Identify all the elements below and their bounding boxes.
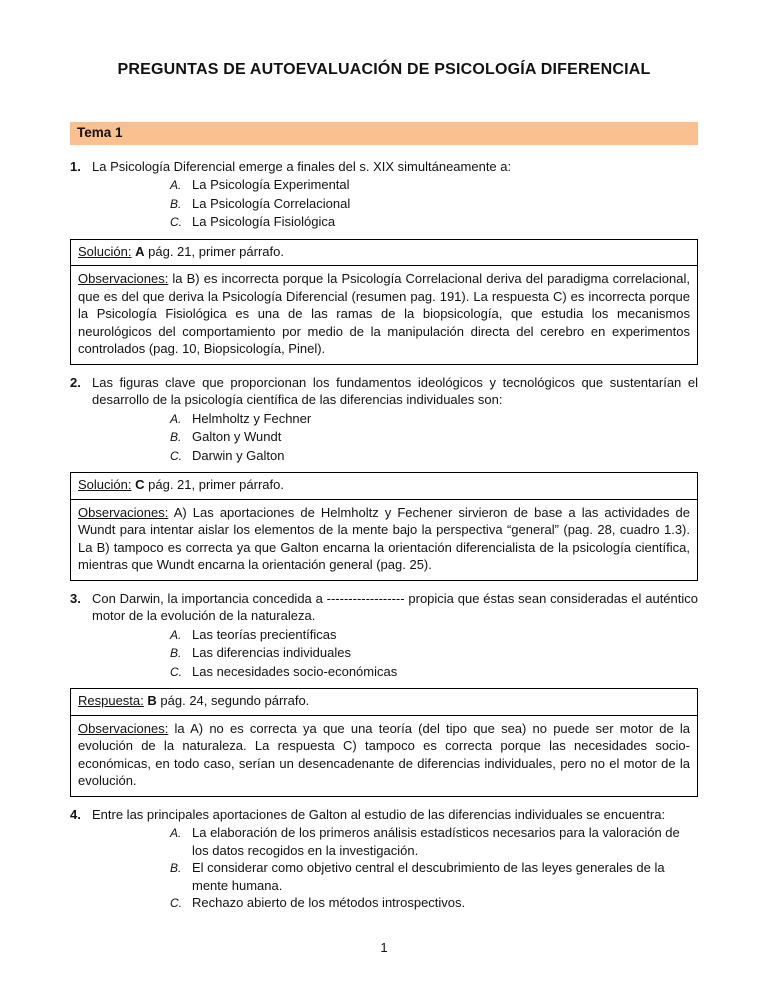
option-row: [170, 644, 698, 663]
option-letter: B.: [170, 861, 182, 875]
option-row: [170, 894, 698, 913]
observations: [71, 266, 697, 364]
option-row: [170, 428, 698, 447]
option-row: [170, 176, 698, 195]
option-text: Rechazo abierto de los métodos introspectivos.: [192, 895, 466, 910]
page-number: 1: [380, 939, 388, 955]
observations: [71, 500, 697, 580]
option-letter: C.: [170, 896, 182, 910]
option-letter: A.: [170, 178, 182, 192]
solution-label: Solución:: [78, 477, 132, 492]
solution-ref: pág. 21, primer párrafo.: [148, 243, 284, 259]
observations-label: Observaciones:: [78, 271, 169, 286]
solution-line: [71, 689, 697, 716]
option-text: Galton y Wundt: [192, 429, 282, 444]
option-text: La Psicología Experimental: [192, 177, 350, 192]
question-3: [70, 590, 698, 682]
option-letter: C.: [170, 215, 182, 229]
option-row: [170, 410, 698, 429]
question-4-options: [170, 824, 698, 913]
solution-label: Respuesta:: [78, 693, 144, 708]
observations-text: la A) no es correcta ya que una teoría (del tipo que sea) no puede ser motor de la evolución de la naturaleza. La respuesta C) tampoco es correcta porque las necesidades socio-económicas, en todo caso, serían un desencadenante de diferencias individuales, pero no el motor de la evolución.: [78, 720, 690, 788]
observations: [71, 716, 697, 796]
solution-answer: A: [135, 243, 145, 259]
option-row: [170, 859, 698, 894]
option-letter: A.: [170, 411, 182, 426]
option-text: El considerar como objetivo central el descubrimiento de las leyes generales de la mente humana.: [192, 860, 665, 893]
option-text: La elaboración de los primeros análisis estadísticos necesarios para la valoración de los datos recogidos en la investigación.: [192, 825, 680, 858]
observations-text: la B) es incorrecta porque la Psicología Correlacional deriva del paradigma correlacional, que es del que deriva la Psicología Diferencial (resumen pag. 191). La respuesta C) es incorrecta porque la Psicología Fisiológica es una de las ramas de la biopsicología, que estudia los mecanismos neurológicos del comportamiento por medio de la manipulación directa del cerebro en experimentos controlados (pag. 10, Biopsicología, Pinel).: [78, 271, 690, 356]
observations-label: Observaciones:: [78, 504, 169, 520]
option-letter: B.: [170, 196, 182, 211]
question-3-options: [170, 626, 698, 682]
solution-ref: pág. 21, primer párrafo.: [148, 477, 284, 492]
answer-box-1: [70, 239, 698, 365]
option-text: La Psicología Fisiológica: [192, 214, 336, 229]
question-text: Con Darwin, la importancia concedida a ------------------ propicia que éstas sean consideradas el auténtico motor de la evolución de la naturaleza.: [92, 590, 698, 623]
option-row: [170, 195, 698, 214]
option-letter: C.: [170, 448, 182, 463]
solution-line: [71, 240, 697, 267]
option-text: Las diferencias individuales: [192, 645, 351, 660]
option-row: [170, 626, 698, 645]
question-1-options: [170, 176, 698, 232]
option-letter: A.: [170, 627, 182, 642]
option-letter: B.: [170, 430, 182, 444]
observations-label: Observaciones:: [78, 720, 169, 736]
solution-ref: pág. 24, segundo párrafo.: [160, 693, 310, 708]
document-title: PREGUNTAS DE AUTOEVALUACIÓN DE PSICOLOGÍA DIFERENCIAL: [117, 61, 651, 78]
solution-label: Solución:: [78, 243, 132, 259]
question-number: 4.: [70, 806, 81, 822]
option-text: Helmholtz y Fechner: [192, 410, 312, 426]
solution-answer: C: [135, 477, 145, 492]
question-number: 1.: [70, 158, 81, 174]
option-letter: C.: [170, 664, 182, 679]
question-text: Entre las principales aportaciones de Galton al estudio de las diferencias individuales se encuentra:: [92, 806, 666, 822]
question-2-options: [170, 410, 698, 466]
option-row: [170, 824, 698, 859]
solution-line: [71, 473, 697, 500]
question-text: Las figuras clave que proporcionan los fundamentos ideológicos y tecnológicos que sustentarían el desarrollo de la psicología científica de las diferencias individuales son:: [92, 374, 698, 407]
option-letter: B.: [170, 646, 182, 660]
solution-answer: B: [147, 693, 157, 708]
question-1: [70, 158, 698, 232]
question-number: 2.: [70, 374, 81, 390]
section-header-tema1: Tema 1: [70, 122, 698, 145]
answer-box-2: [70, 472, 698, 581]
question-2: [70, 374, 698, 466]
option-letter: A.: [170, 826, 182, 840]
answer-box-3: [70, 688, 698, 797]
question-number: 3.: [70, 590, 81, 606]
question-4: [70, 806, 698, 913]
question-text: La Psicología Diferencial emerge a finales del s. XIX simultáneamente a:: [92, 158, 512, 174]
observations-text: A) Las aportaciones de Helmholtz y Fechener sirvieron de base a las actividades de Wundt para intentar aislar los elementos de la mente bajo la perspectiva “general” (pag. 28, cuadro 1.3). La B) tampoco es correcta ya que Galton encarna la orientación diferencialista de la psicología científica, mientras que Wundt encarna la orientación general (pag. 25).: [78, 504, 690, 572]
option-row: [170, 213, 698, 232]
option-text: Las teorías precientíficas: [192, 626, 337, 642]
option-text: Las necesidades socio-económicas: [192, 663, 398, 679]
option-row: [170, 663, 698, 682]
option-row: [170, 447, 698, 466]
option-text: La Psicología Correlacional: [192, 195, 351, 211]
option-text: Darwin y Galton: [192, 447, 285, 463]
